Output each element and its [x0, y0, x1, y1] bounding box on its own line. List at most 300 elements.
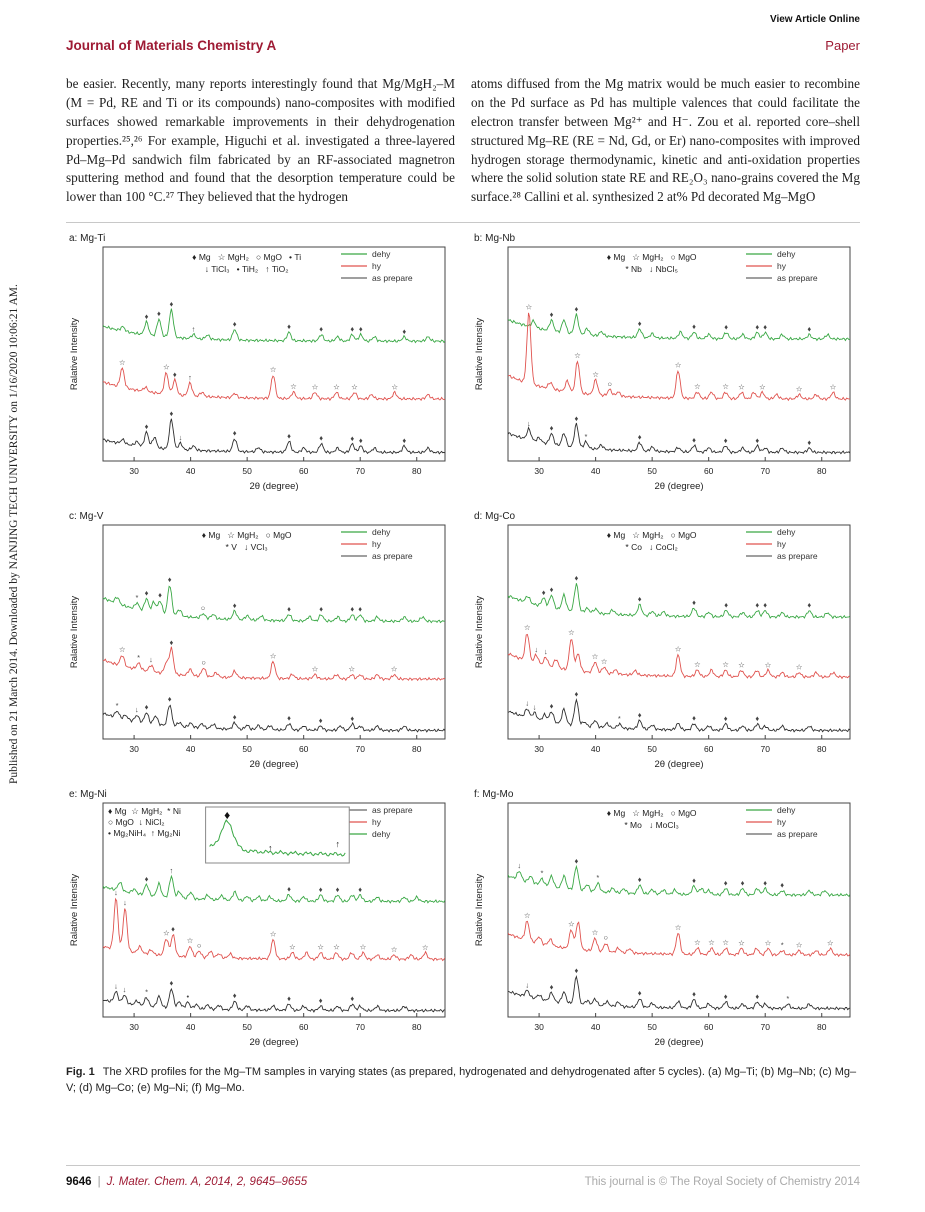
- phase-mark: ♦: [573, 414, 578, 424]
- y-axis-label: Ralative Intensity: [68, 317, 80, 391]
- phase-mark: ☆: [764, 938, 771, 948]
- phase-mark: ♦: [754, 714, 759, 724]
- phase-mark: ☆: [162, 928, 170, 938]
- trace-dehy: [508, 583, 850, 618]
- sidebar-attribution: Published on 21 March 2014. Downloaded by NANJING TECH UNIVERSITY on 1/16/2020 10:06:21 AM.: [8, 284, 20, 784]
- xrd-panel-b: [472, 231, 860, 503]
- phase-mark: ♦: [541, 587, 546, 597]
- page-content: [66, 0, 860, 1096]
- x-axis-label: 2θ (degree): [653, 759, 704, 771]
- xrd-panel-a: [67, 231, 455, 503]
- phase-mark: ☆: [795, 384, 802, 394]
- trace-dehy: [508, 314, 850, 341]
- x-tick-label: 80: [816, 1022, 826, 1033]
- phase-mark: ♦: [168, 409, 173, 419]
- phase-mark: ♦: [573, 304, 578, 314]
- phase-mark: ☆: [693, 938, 701, 948]
- phase-mark: ↓: [524, 698, 529, 708]
- phase-mark: ○: [606, 379, 612, 389]
- x-axis-label: 2θ (degree): [653, 1037, 704, 1049]
- phase-mark: ♦: [637, 319, 642, 329]
- x-tick-label: 50: [646, 744, 657, 755]
- phase-mark: ♦: [286, 713, 291, 723]
- subplot-title: f: Mg-Mo: [473, 789, 513, 801]
- phase-mark: ♦: [779, 880, 784, 890]
- phase-mark: ♦: [762, 878, 767, 888]
- x-tick-label: 50: [241, 744, 252, 755]
- legend-label: dehy: [371, 527, 390, 538]
- phase-mark: ♦: [156, 309, 161, 319]
- phase-mark: ♦: [167, 694, 172, 704]
- phase-mark: ♦: [691, 322, 696, 332]
- phase-mark: ☆: [269, 364, 277, 374]
- legend-label: dehy: [371, 829, 390, 840]
- phase-mark: ♦: [168, 299, 173, 309]
- phase-mark: *: [595, 873, 599, 883]
- phase-mark: ☆: [162, 362, 170, 372]
- trace-as-prepare: [103, 989, 445, 1012]
- xrd-chart-a: [67, 231, 453, 501]
- phase-mark: ☆: [573, 350, 581, 360]
- phase-mark: ↓: [516, 861, 521, 871]
- x-tick-label: 70: [354, 466, 365, 477]
- phase-mark: ☆: [591, 369, 599, 379]
- phase-mark: ↓: [533, 644, 538, 654]
- x-tick-label: 70: [759, 1022, 770, 1033]
- xrd-panel-c: [67, 509, 455, 781]
- x-tick-label: 60: [703, 466, 713, 477]
- phase-mark: ↓: [526, 419, 531, 429]
- phase-mark: ☆: [288, 942, 296, 952]
- phase-mark: ↑: [191, 324, 195, 334]
- phase-mark: ♦: [349, 433, 354, 443]
- phase-mark: ♦: [723, 600, 728, 610]
- trace-hy: [508, 635, 850, 679]
- phase-mark: ♦: [349, 324, 354, 334]
- figure-caption: [66, 1065, 860, 1096]
- phase-mark: ☆: [693, 660, 701, 670]
- figure-caption-text: The XRD profiles for the Mg–TM samples in varying states (as prepared, hydrogenated and dehydrogenated after 5 cycles). (a) Mg–Ti; (b) Mg–Nb; (c) Mg–V; (d) Mg–Co; (e) Mg–Ni; (f) Mg–Mo.: [66, 1066, 857, 1094]
- phase-mark: ☆: [269, 651, 277, 661]
- phase-mark: ♦: [806, 600, 811, 610]
- footer-separator: |: [97, 1176, 101, 1188]
- xrd-chart-e: [67, 787, 453, 1057]
- phase-mark: ☆: [721, 938, 729, 948]
- x-tick-label: 30: [128, 744, 139, 755]
- marker-legend-row: * Co ↓ CoCl₂: [624, 542, 678, 553]
- marker-legend-row: ♦ Mg ☆ MgH₂ ○ MgO: [606, 252, 697, 263]
- phase-mark: ☆: [421, 942, 429, 952]
- figure-grid: [66, 231, 860, 1059]
- xrd-chart-f: [472, 787, 858, 1057]
- marker-legend-row: * Nb ↓ NbCl₅: [624, 264, 678, 275]
- subplot-title: d: Mg-Co: [473, 511, 515, 523]
- phase-mark: ♦: [723, 991, 728, 1001]
- phase-mark: ☆: [390, 664, 397, 674]
- legend-label: dehy: [776, 805, 795, 816]
- xrd-panel-f: [472, 787, 860, 1059]
- phase-mark: ☆: [829, 382, 836, 392]
- subplot-title: c: Mg-V: [68, 511, 103, 523]
- phase-mark: ♦: [723, 713, 728, 723]
- phase-mark: ♦: [806, 438, 811, 448]
- trace-as-prepare: [103, 706, 445, 733]
- x-tick-label: 70: [354, 744, 365, 755]
- phase-mark: ☆: [674, 360, 682, 370]
- phase-mark: ♦: [549, 423, 553, 433]
- trace-as-prepare: [508, 700, 850, 732]
- phase-mark: ♦: [144, 588, 148, 598]
- subplot-title: a: Mg-Ti: [68, 233, 105, 245]
- phase-mark: ↓: [543, 647, 548, 657]
- footer-copyright: This journal is © The Royal Society of Chemistry 2014: [584, 1176, 860, 1188]
- phase-mark: ↓: [178, 433, 182, 443]
- phase-mark: ♦: [144, 702, 148, 712]
- phase-mark: *: [539, 868, 543, 878]
- x-tick-label: 60: [703, 1022, 713, 1033]
- x-tick-label: 50: [646, 466, 657, 477]
- x-tick-label: 80: [411, 1022, 421, 1033]
- traces: [508, 867, 850, 1010]
- phase-mark: ♦: [401, 326, 406, 336]
- y-axis-label: Ralative Intensity: [473, 317, 485, 391]
- legend-label: hy: [371, 817, 381, 828]
- inset-arrow-mark: ↑: [334, 839, 340, 850]
- article-type-label: Paper: [825, 38, 860, 53]
- phase-mark: ☆: [523, 623, 531, 633]
- footer-rule: [66, 1165, 860, 1166]
- phase-mark: ☆: [525, 302, 532, 312]
- marker-legend-row: ♦ Mg ☆ MgH₂ ○ MgO: [606, 530, 697, 541]
- x-tick-label: 50: [241, 1022, 252, 1033]
- phase-mark: ♦: [172, 369, 177, 379]
- phase-mark: ♦: [762, 600, 767, 610]
- phase-mark: ☆: [186, 936, 193, 946]
- trace-as-prepare: [508, 423, 850, 454]
- phase-mark: ☆: [737, 938, 745, 948]
- x-axis-label: 2θ (degree): [248, 759, 299, 771]
- phase-mark: ☆: [674, 922, 682, 932]
- phase-mark: ☆: [707, 938, 715, 948]
- phase-mark: ☆: [311, 664, 318, 674]
- phase-mark: ♦: [549, 701, 553, 711]
- phase-mark: ♦: [318, 996, 323, 1006]
- trace-as-prepare: [508, 977, 850, 1010]
- footer-left: [66, 1176, 307, 1188]
- phase-mark: ♦: [754, 322, 759, 332]
- phase-mark: *: [785, 994, 789, 1004]
- x-tick-label: 30: [128, 466, 139, 477]
- phase-mark: ○: [196, 940, 201, 950]
- phase-mark: ☆: [118, 645, 126, 655]
- phase-mark: ♦: [232, 428, 237, 438]
- phase-mark: ♦: [637, 594, 642, 604]
- phase-mark: ☆: [826, 938, 834, 948]
- phase-mark: ↓: [134, 705, 139, 715]
- phase-mark: ♦: [573, 689, 578, 699]
- phase-mark: ♦: [286, 994, 291, 1004]
- phase-mark: •: [185, 992, 189, 1002]
- marker-legend-row: * Mo ↓ MoCl₃: [623, 820, 679, 831]
- phase-mark: ♦: [637, 432, 642, 442]
- phase-mark: ☆: [693, 382, 701, 392]
- phase-mark: ♦: [318, 604, 323, 614]
- inset-arrow-mark: ↑: [267, 843, 272, 854]
- phase-mark: ♦: [723, 435, 728, 445]
- phase-mark: ♦: [144, 874, 148, 884]
- x-tick-label: 80: [411, 744, 421, 755]
- phase-mark: ♦: [691, 713, 696, 723]
- trace-dehy: [103, 587, 445, 623]
- body-column-right: atoms diffused from the Mg matrix would be much easier to recombine on the Pd surface as Pd has multiple valences that could facilitate the electron transfer between Mg²⁺ and H⁻. Zou et al. reported core–shell structured Mg–RE (RE = Nd, Gd, or Er) nano-composites with improved hydrogen storage thermodynamic, kinetic and anti-oxidation properties where the solid solution state RE and RE₂O₃ nano-grains covered the Mg surface.²⁸ Callini et al. synthesized 2 at% Pd decorated Mg–MgO: [471, 76, 860, 205]
- trace-dehy: [103, 876, 445, 903]
- x-tick-label: 80: [816, 466, 826, 477]
- xrd-panel-d: [472, 509, 860, 781]
- phase-mark: ♦: [358, 324, 363, 334]
- phase-mark: ↑: [187, 373, 192, 383]
- phase-mark: ☆: [674, 644, 682, 654]
- phase-mark: ♦: [232, 712, 237, 722]
- phase-mark: ♦: [318, 884, 323, 894]
- phase-mark: ♦: [691, 989, 696, 999]
- phase-mark: ♦: [762, 322, 767, 332]
- phase-mark: ↓: [148, 655, 153, 665]
- phase-mark: ♦: [358, 436, 363, 446]
- phase-mark: ↓: [532, 702, 536, 712]
- phase-mark: ♦: [637, 988, 642, 998]
- phase-mark: *: [144, 987, 148, 997]
- phase-mark: ○: [200, 603, 205, 613]
- phase-mark: ☆: [721, 660, 729, 670]
- marker-legend-row: • Mg₂NiH₄ ↑ Mg₂Ni: [107, 828, 181, 839]
- phase-mark: ☆: [591, 928, 598, 938]
- phase-mark: ♦: [549, 310, 553, 320]
- x-tick-label: 40: [590, 1022, 600, 1033]
- y-axis-label: Ralative Intensity: [473, 595, 485, 669]
- phase-mark: ♦: [637, 875, 642, 885]
- figure-caption-label: Fig. 1: [66, 1066, 95, 1079]
- phase-mark: ♦: [740, 878, 745, 888]
- x-tick-label: 40: [185, 744, 195, 755]
- phase-mark: ☆: [758, 382, 766, 392]
- phase-mark: ☆: [591, 652, 598, 662]
- phase-mark: ♦: [573, 856, 578, 866]
- phase-mark: ♦: [157, 590, 162, 600]
- phase-mark: ♦: [144, 312, 148, 322]
- phase-mark: *: [134, 592, 138, 602]
- body-column-left: be easier. Recently, many reports interestingly found that Mg/MgH₂–M (M = Pd, RE and Ti or its compounds) nano-composites with modified surfaces showed remarkable improvements in their dehydrogenation properties.²⁵,²⁶ For example, Higuchi et al. investigated a three-layered Pd–Mg–Pd sandwich film fabricated by an RF-associated magnetron sputtering method and found that the desorption temperature could be lower than 100 °C.²⁷ They believed that the hydrogen: [66, 76, 455, 205]
- x-tick-label: 70: [354, 1022, 365, 1033]
- x-tick-label: 60: [298, 1022, 308, 1033]
- legend-label: hy: [776, 539, 786, 550]
- phase-mark: ☆: [390, 382, 398, 392]
- legend-label: as prepare: [776, 551, 818, 562]
- phase-mark: ☆: [350, 382, 358, 392]
- x-tick-label: 60: [298, 744, 308, 755]
- phase-mark: ☆: [567, 919, 575, 929]
- phase-mark: ♦: [573, 573, 578, 583]
- x-tick-label: 30: [533, 466, 544, 477]
- page-footer: [66, 1165, 860, 1188]
- view-article-online-link[interactable]: View Article Online: [769, 14, 860, 25]
- phase-mark: *: [617, 714, 621, 724]
- phase-mark: *: [115, 701, 119, 711]
- legend-label: as prepare: [776, 273, 818, 284]
- x-tick-label: 40: [590, 466, 600, 477]
- phase-mark: ♦: [573, 966, 578, 976]
- phase-mark: ☆: [311, 382, 318, 392]
- phase-mark: ☆: [390, 945, 397, 955]
- phase-mark: ☆: [332, 942, 340, 952]
- x-tick-label: 60: [703, 744, 713, 755]
- phase-mark: ♦: [286, 884, 291, 894]
- phase-mark: *: [584, 431, 587, 441]
- phase-mark: ↓: [122, 898, 127, 908]
- phase-mark: ♦: [349, 994, 354, 1004]
- phase-mark: ↓: [113, 981, 118, 991]
- phase-mark: ♦: [691, 435, 696, 445]
- phase-mark: ☆: [347, 664, 355, 674]
- phase-mark: ○: [603, 933, 608, 943]
- phase-mark: ☆: [289, 382, 297, 392]
- figure-top-rule: [66, 222, 860, 223]
- body-text: [66, 75, 860, 207]
- phase-mark: ☆: [118, 358, 126, 368]
- marker-legend-row: ♦ Mg ☆ MgH₂ ○ MgO: [201, 530, 292, 541]
- phase-mark: ♦: [806, 324, 811, 334]
- marker-legend-row: ♦ Mg ☆ MgH₂ ○ MgO • Ti: [191, 252, 301, 263]
- phase-mark: *: [780, 940, 784, 950]
- marker-legend-row: * V ↓ VCl₃: [225, 542, 268, 553]
- phase-mark: ♦: [754, 436, 759, 446]
- legend-label: hy: [371, 261, 381, 272]
- legend-label: as prepare: [371, 273, 413, 284]
- phase-mark: ♦: [286, 431, 291, 441]
- legend-label: as prepare: [371, 805, 413, 816]
- marker-legend-row: ○ MgO ↓ NiCl₂: [107, 817, 165, 828]
- phase-mark: ♦: [723, 322, 728, 332]
- y-axis-label: Ralative Intensity: [68, 873, 80, 947]
- phase-mark: ☆: [795, 662, 802, 672]
- inset-diamond-mark: ♦: [223, 808, 230, 823]
- x-axis-label: 2θ (degree): [248, 1037, 299, 1049]
- legend-label: dehy: [776, 249, 795, 260]
- phase-mark: ♦: [754, 600, 759, 610]
- phase-mark: ♦: [549, 982, 553, 992]
- legend-label: hy: [776, 261, 786, 272]
- phase-mark: ☆: [600, 657, 607, 667]
- trace-as-prepare: [103, 419, 445, 454]
- x-axis-label: 2θ (degree): [653, 481, 704, 493]
- marker-legend-row: ♦ Mg ☆ MgH₂ * Ni: [107, 806, 181, 817]
- page-header: [66, 38, 860, 53]
- x-axis-label: 2θ (degree): [248, 481, 299, 493]
- phase-mark: ♦: [401, 436, 406, 446]
- phase-mark: ♦: [349, 604, 354, 614]
- phase-mark: ☆: [795, 940, 802, 950]
- y-axis-label: Ralative Intensity: [473, 873, 485, 947]
- phase-mark: ↓: [113, 888, 118, 898]
- legend-label: as prepare: [371, 551, 413, 562]
- phase-mark: ♦: [357, 604, 362, 614]
- phase-mark: ↑: [169, 866, 173, 876]
- phase-mark: ♦: [168, 638, 173, 648]
- phase-mark: ♦: [232, 319, 237, 329]
- trace-dehy: [103, 309, 445, 343]
- legend-label: dehy: [371, 249, 390, 260]
- legend-label: hy: [776, 817, 786, 828]
- phase-mark: ↓: [524, 980, 529, 990]
- xrd-chart-c: [67, 509, 453, 779]
- phase-mark: ♦: [232, 601, 237, 611]
- x-tick-label: 40: [185, 466, 195, 477]
- phase-mark: ♦: [318, 716, 323, 726]
- traces: [508, 583, 850, 732]
- phase-mark: ☆: [737, 382, 745, 392]
- marker-legend-row: ↓ TiCl₃ • TiH₂ ↑ TiO₂: [204, 264, 289, 275]
- phase-mark: ○: [200, 657, 206, 667]
- phase-mark: ☆: [269, 929, 277, 939]
- phase-mark: ♦: [286, 322, 291, 332]
- phase-mark: ☆: [332, 382, 340, 392]
- x-tick-label: 30: [533, 744, 544, 755]
- phase-mark: ☆: [737, 660, 745, 670]
- phase-mark: ♦: [723, 878, 728, 888]
- subplot-title: b: Mg-Nb: [473, 233, 515, 245]
- phase-mark: ♦: [168, 978, 173, 988]
- x-tick-label: 30: [128, 1022, 139, 1033]
- phase-mark: ☆: [316, 942, 324, 952]
- phase-mark: ☆: [721, 382, 729, 392]
- phase-mark: ♦: [754, 992, 759, 1002]
- phase-mark: ♦: [357, 885, 362, 895]
- xrd-panel-e: [67, 787, 455, 1059]
- traces: [508, 313, 850, 454]
- x-tick-label: 30: [533, 1022, 544, 1033]
- x-tick-label: 70: [759, 744, 770, 755]
- phase-mark: ♦: [318, 324, 323, 334]
- subplot-title: e: Mg-Ni: [68, 789, 107, 801]
- phase-mark: ♦: [335, 884, 340, 894]
- phase-mark: ♦: [691, 598, 696, 608]
- trace-dehy: [508, 867, 850, 897]
- marker-legend-row: ♦ Mg ☆ MgH₂ ○ MgO: [606, 808, 697, 819]
- x-tick-label: 80: [816, 744, 826, 755]
- phase-mark: ♦: [167, 575, 172, 585]
- phase-mark: ☆: [359, 942, 366, 952]
- phase-mark: ♦: [691, 876, 696, 886]
- legend-label: hy: [371, 539, 381, 550]
- phase-mark: ↓: [122, 985, 126, 995]
- phase-mark: *: [136, 653, 140, 663]
- x-tick-label: 50: [241, 466, 252, 477]
- x-tick-label: 70: [759, 466, 770, 477]
- x-tick-label: 50: [646, 1022, 657, 1033]
- footer-citation: J. Mater. Chem. A, 2014, 2, 9645–9655: [106, 1176, 308, 1188]
- phase-mark: ♦: [318, 433, 323, 443]
- phase-mark: ♦: [170, 924, 175, 934]
- xrd-chart-b: [472, 231, 858, 501]
- y-axis-label: Ralative Intensity: [68, 595, 80, 669]
- phase-mark: ☆: [567, 628, 575, 638]
- phase-mark: ☆: [764, 660, 771, 670]
- phase-mark: ☆: [523, 911, 531, 921]
- traces: [103, 309, 445, 454]
- legend-label: dehy: [776, 527, 795, 538]
- x-tick-label: 40: [185, 1022, 195, 1033]
- phase-mark: ♦: [349, 714, 354, 724]
- phase-mark: ♦: [549, 585, 553, 595]
